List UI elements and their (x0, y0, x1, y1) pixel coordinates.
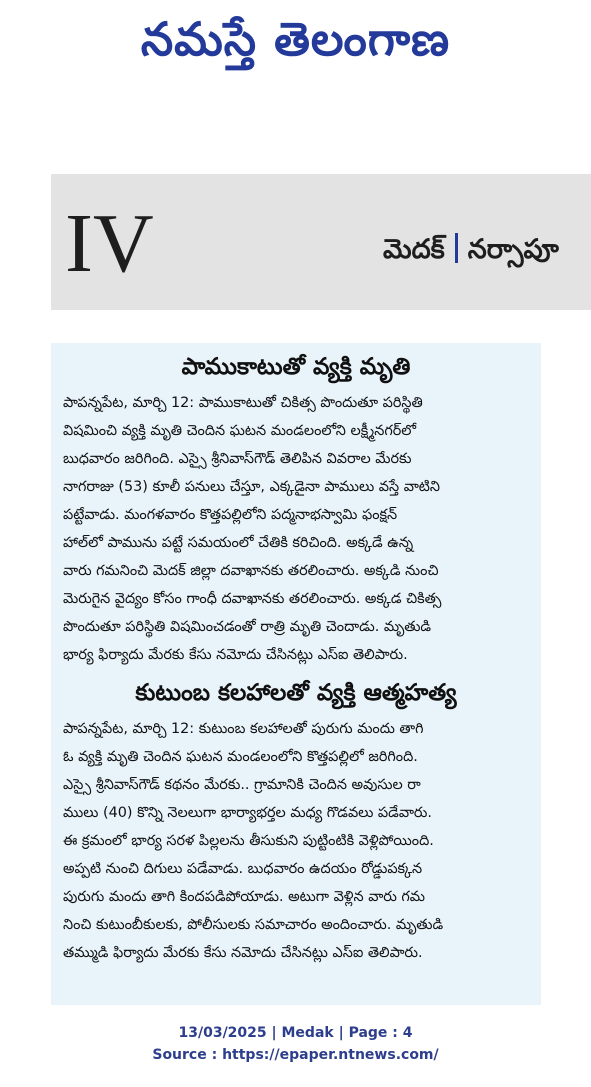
section-location (383, 232, 559, 268)
article-line: పాపన్నపేట, మార్చి 12: కుటుంబ కలహాలతో పురుగు మందు తాగి (63, 721, 424, 737)
article-body (63, 715, 529, 967)
article-line: ఎస్సై శ్రీనివాస్‌గౌడ్ కథనం మేరకు.. గ్రామానికి చెందిన అవుసుల రా (63, 777, 421, 793)
article-line: నించి కుటుంబీకులకు, పోలీసులకు సమాచారం అందించారు. మృతుడి (63, 917, 444, 933)
article-line: అప్పటి నుంచి దిగులు పడేవాడు. బుధవారం ఉదయం రోడ్డుపక్కన (63, 861, 423, 877)
district-name-2: నర్సాపూ (467, 234, 559, 265)
article-line: వారు గమనించి మెదక్ జిల్లా దవాఖానకు తరలించారు. అక్కడి నుంచి (63, 563, 439, 579)
article-line: ఓ వ్యక్తి మృతి చెందిన ఘటన మండలంలోని కొత్తపల్లిలో జరిగింది. (63, 749, 418, 765)
footer-date-info: 13/03/2025 | Medak | Page : 4 (178, 1025, 413, 1041)
article-line: హాల్‌లో పామును పట్టే సమయంలో చేతికి కరిచింది. అక్కడే ఉన్న (63, 535, 414, 551)
footer-source: Source : https://epaper.ntnews.com/ (152, 1047, 439, 1063)
article-line: మెరుగైన వైద్యం కోసం గాంధీ దవాఖానకు తరలించారు. అక్కడ చికిత్స (63, 591, 442, 607)
article-box (51, 343, 541, 1005)
page-numeral: IV (65, 197, 154, 290)
article-line: పురుగు మందు తాగి కిందపడిపోయాడు. అటుగా వెళ్లిన వారు గమ (63, 889, 425, 905)
article-line: విషమించి వ్యక్తి మృతి చెందిన ఘటన మండలంలోని లక్ష్మీనగర్‌లో (63, 423, 417, 439)
article-body (63, 389, 529, 669)
article-line: పాపన్నపేట, మార్చి 12: పాముకాటుతో చికిత్స పొందుతూ పరిస్థితి (63, 395, 423, 411)
masthead (0, 0, 591, 90)
article-line: బుధవారం జరిగింది. ఎస్సై శ్రీనివాస్‌గౌడ్ తెలిపిన వివరాల మేరకు (63, 451, 412, 467)
section-header (51, 174, 591, 310)
article-line: పట్టేవాడు. మంగళవారం కొత్తపల్లిలోని పద్మనాభస్వామి ఫంక్షన్ (63, 507, 398, 523)
article-line: నాగరాజు (53) కూలీ పనులు చేస్తూ, ఎక్కడైనా పాములు వస్తే వాటిని (63, 479, 440, 495)
article-line: భార్య ఫిర్యాదు మేరకు కేసు నమోదు చేసినట్లు ఎస్ఐ తెలిపారు. (63, 647, 408, 663)
article-line: ఈ క్రమంలో భార్య సరళ పిల్లలను తీసుకుని పుట్టింటికి వెళ్లిపోయింది. (63, 833, 434, 849)
page-footer (0, 1022, 591, 1066)
article-headline: కుటుంబ కలహాలతో వ్యక్తి ఆత్మహత్య (135, 680, 457, 706)
article-headline: పాముకాటుతో వ్యక్తి మృతి (181, 354, 411, 380)
separator-bar (455, 233, 458, 263)
district-name: మెదక్ (383, 234, 445, 265)
article-line: పొందుతూ పరిస్థితి విషమించడంతో రాత్రి మృతి చెందాడు. మృతుడి (63, 619, 432, 635)
newspaper-logo: నమస్తే తెలంగాణ (140, 12, 451, 66)
article-line: ములు (40) కొన్ని నెలలుగా భార్యాభర్తల మధ్య గొడవలు పడేవారు. (63, 805, 432, 821)
article-line: తమ్ముడి ఫిర్యాదు మేరకు కేసు నమోదు చేసినట్లు ఎస్ఐ తెలిపారు. (63, 945, 423, 961)
